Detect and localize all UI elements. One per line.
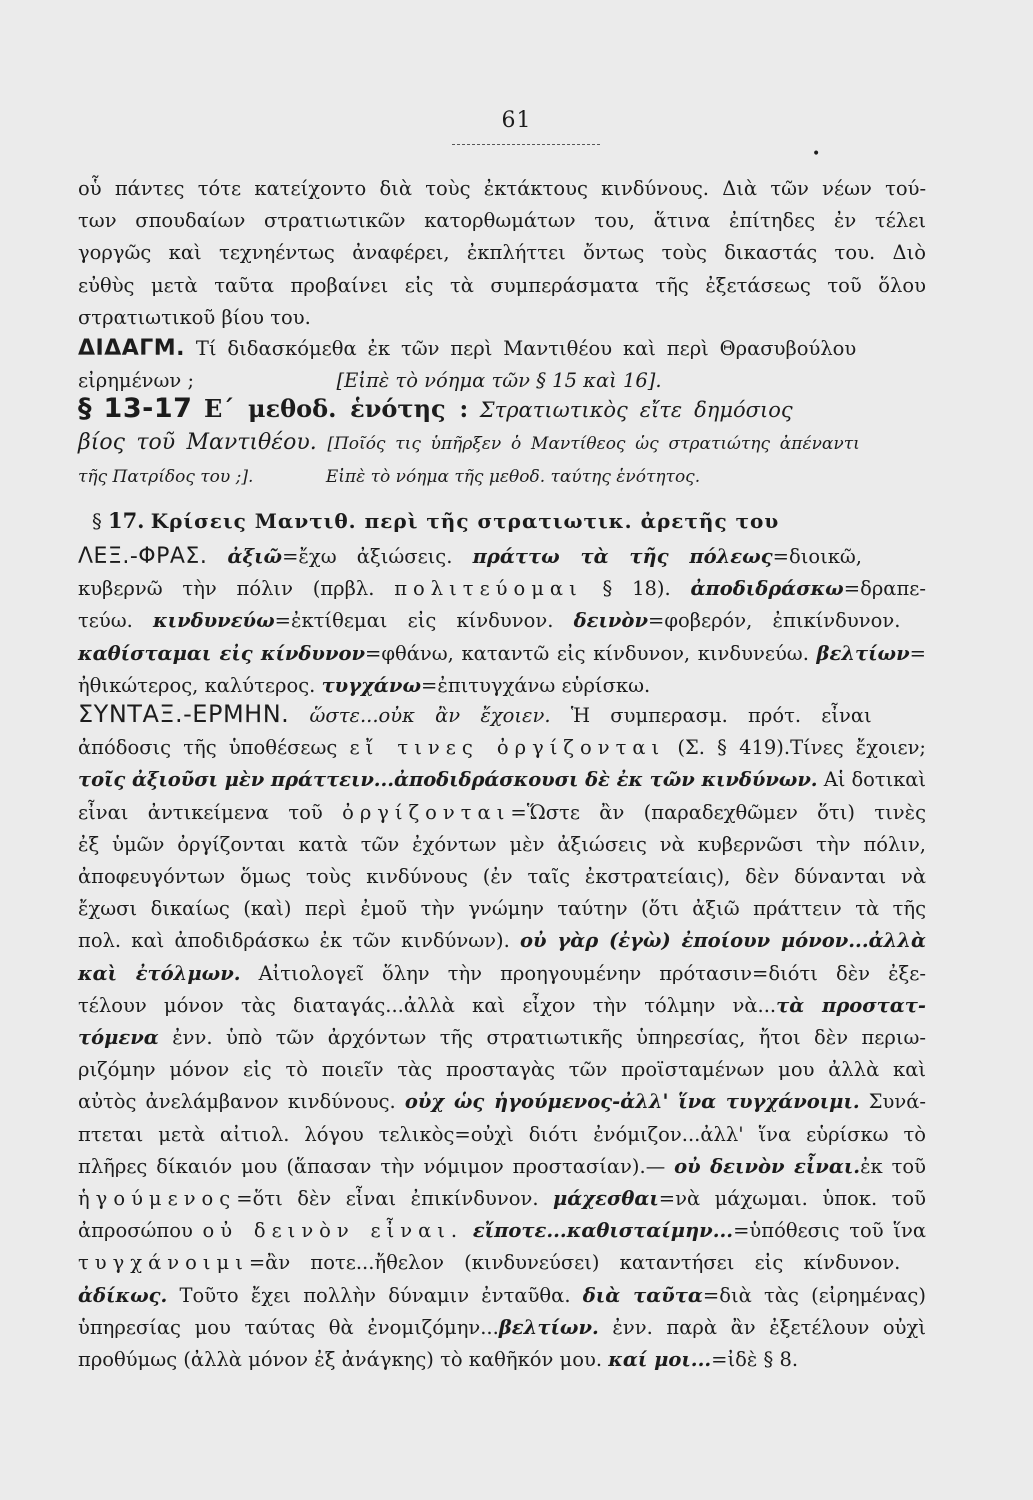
text-run: πολ. καὶ ἀποδιδράσκω ἐκ τῶν κινδύνων).	[78, 929, 521, 953]
text-run	[463, 1219, 473, 1242]
didagm-question: Τί διδασκόμεθα ἐκ τῶν περὶ Μαντιθέου καὶ περὶ Θρασυβούλου	[195, 337, 857, 360]
lex-line-4	[78, 638, 926, 670]
text-run: =ὅτι δὲν εἶναι ἐπικίνδυνον.	[236, 1187, 553, 1211]
text-run: ριζόμην μόνον εἰς τὸ ποιεῖν τὰς προσταγὰς τῶν προϊσταμένων μου ἀλλὰ καὶ	[78, 1058, 927, 1082]
synt-line-10	[78, 990, 926, 1022]
text-run: πολιτεύομαι	[394, 577, 583, 601]
text-run: ἀξιῶ	[227, 545, 283, 568]
text-run: ἐκ τοῦ	[860, 1154, 927, 1178]
synt-line-18	[78, 1247, 926, 1279]
text-run: οὐ δεινὸν εἶναι.	[674, 1154, 861, 1178]
text-run: ἀδίκως.	[78, 1283, 168, 1307]
text-line: οὗ πάντες τότε κατείχοντο διὰ τοὺς ἐκτάκτους κινδύνους. Διὰ τῶν νέων τού-	[78, 177, 927, 200]
header-rule	[452, 144, 600, 145]
didagm-question-end: εἰρημένων ;	[78, 369, 195, 393]
text-run: πλῆρες δίκαιόν μου (ἅπασαν τὴν νόμιμον προστασίαν).—	[78, 1154, 675, 1178]
synt-line-2	[78, 732, 926, 764]
synt-line-6	[78, 861, 926, 893]
text-run	[207, 545, 227, 568]
text-run: =ἰδὲ § 8.	[711, 1348, 799, 1372]
text-run: ἡγούμενος	[78, 1187, 237, 1211]
text-run: =διοικῶ,	[772, 545, 863, 568]
intro-paragraph	[78, 173, 926, 334]
lex-line-2	[78, 573, 926, 605]
synt-line-17	[78, 1215, 926, 1247]
text-run: οὐχ ὡς ἡγούμενος-ἀλλ' ἵνα τυγχάνοιμι.	[404, 1090, 860, 1114]
synt-label: ΣΥΝΤΑΞ.-ΕΡΜΗΝ.	[78, 700, 290, 728]
text-run: δεινὸν	[573, 609, 648, 633]
text-run: μάχεσθαι	[553, 1187, 659, 1211]
section-13-17	[78, 393, 926, 494]
text-run: ἀπροσώπου	[78, 1219, 203, 1243]
synt-line-1	[78, 698, 926, 732]
text-run: ἀπόδοσις τῆς ὑποθέσεως	[78, 736, 350, 760]
text-run: Τοῦτο ἔχει πολλὴν δύναμιν ἐνταῦθα.	[167, 1283, 583, 1307]
didagm-label: ΔΙΔΑΓΜ.	[78, 336, 186, 361]
text-line: στρατιωτικοῦ βίου του.	[78, 305, 311, 329]
text-run: βελτίων	[816, 641, 910, 665]
text-run: πτεται μετὰ αἰτιολ. λόγου τελικὸς=οὐχὶ διότι ἐνόμιζον...ἀλλ' ἵνα εὑρίσκω τὸ	[78, 1122, 927, 1146]
section-title-cont: βίος τοῦ Μαντιθέου.	[78, 430, 317, 456]
text-run: ὑπηρεσίας μου ταύτας θὰ ἐνομιζόμην...	[78, 1315, 499, 1339]
synt-line-21	[78, 1344, 926, 1376]
text-run: καὶ ἐτόλμων.	[78, 961, 241, 985]
text-run: Συνά-	[859, 1090, 927, 1114]
text-run: Αἱ δοτικαὶ	[817, 768, 927, 792]
section-instruction: Εἰπὲ τὸ νόημα τῆς μεθοδ. ταύτης ἑνότητος.	[325, 467, 701, 488]
text-run: ἐνν. παρὰ ἂν ἐξετέλουν οὐχὶ	[598, 1315, 926, 1339]
text-run: =νὰ μάχωμαι. ὑποκ. τοῦ	[658, 1187, 927, 1211]
text-run: τυγχάνω	[321, 673, 422, 697]
synt-line-11	[78, 1022, 926, 1054]
text-run: εἴ τινες ὀργίζονται	[349, 736, 666, 760]
text-run: τέλουν μόνον τὰς διαταγάς...ἀλλὰ καὶ εἶχον τὴν τόλμην νὰ...	[78, 993, 777, 1017]
text-run: =ἔχω ἀξιώσεις.	[282, 545, 473, 568]
text-run: =φοβερόν, ἐπικίνδυνον.	[647, 609, 901, 633]
synt-line-5	[78, 829, 926, 861]
text-run: προθύμως (ἀλλὰ μόνον ἐξ ἀνάγκης) τὸ καθῆκόν μου.	[78, 1348, 609, 1372]
section-question: [Ποῖός τις ὑπῆρξεν ὁ Μαντίθεος ὡς στρατιώτης ἀπέναντι	[327, 434, 860, 455]
text-run: τόμενα	[78, 1026, 159, 1050]
section-sign: §	[78, 393, 92, 424]
text-run: οὐ γὰρ (ἐγὼ) ἐποίουν μόνον...ἀλλὰ	[520, 929, 926, 953]
text-run: =ἐκτίθεμαι εἰς κίνδυνον.	[274, 609, 574, 633]
synt-line-8	[78, 925, 926, 957]
section-17-number: 17.	[107, 508, 145, 533]
text-run: ἠθικώτερος, καλύτερος.	[78, 673, 322, 697]
section-question-end: τῆς Πατρίδος του ;].	[78, 467, 254, 488]
text-run: αὐτὸς ἀνελάμβανον κινδύνους.	[78, 1090, 405, 1114]
lexicon-paragraph	[78, 541, 926, 702]
text-run: ἀποφευγόντων ὅμως τοὺς κινδύνους (ἐν ταῖς ἐκστρατείαις), δὲν δύνανται νὰ	[78, 865, 927, 889]
section-title: Στρατιωτικὸς εἴτε δημόσιος	[479, 398, 793, 422]
text-run: κυβερνῶ τὴν πόλιν (πρβλ.	[78, 577, 395, 601]
text-line: γοργῶς καὶ τεχνηέντως ἀναφέρει, ἐκπλήττει ὄντως τοὺς δικαστάς του. Διὸ	[78, 241, 926, 265]
text-run: τυγχάνοιμι	[78, 1251, 249, 1275]
synt-line-12	[78, 1054, 926, 1086]
text-line: εὐθὺς μετὰ ταῦτα προβαίνει εἰς τὰ συμπεράσματα τῆς ἐξετάσεως τοῦ ὅλου	[78, 273, 926, 297]
text-run: =φθάνω, καταντῶ εἰς κίνδυνον, κινδυνεύω.	[365, 641, 817, 665]
text-run: εἴποτε...καθισταίμην...	[472, 1219, 734, 1243]
lex-line-1	[78, 541, 926, 573]
text-line: των σπουδαίων στρατιωτικῶν κατορθωμάτων του, ἅτινα ἐπίτηδες ἐν τέλει	[78, 209, 926, 233]
text-run: διὰ ταῦτα	[582, 1283, 703, 1307]
synt-line-7	[78, 893, 926, 925]
lex-label: ΛΕΞ.-ΦΡΑΣ.	[78, 544, 208, 569]
text-run: καί μοι...	[608, 1348, 712, 1372]
text-run: =Ὥστε ἂν (παραδεχθῶμεν ὅτι) τινὲς	[510, 800, 926, 824]
text-run: ἐνν. ὑπὸ τῶν ἀρχόντων τῆς στρατιωτικῆς ὑπηρεσίας, ἤτοι δὲν περιω-	[158, 1026, 926, 1050]
section-17-sign: §	[92, 510, 102, 533]
text-run: =δραπε-	[843, 577, 926, 601]
text-run: Αἰτιολογεῖ ὅλην τὴν προηγουμένην πρότασιν=διότι δὲν ἐξε-	[240, 961, 926, 985]
lex-line-3	[78, 605, 926, 637]
text-run: ἀποδιδράσκω	[690, 577, 844, 601]
text-run: =ἂν ποτε...ἤθελον (κινδυνεύσει) καταντήσει εἰς κίνδυνον.	[248, 1251, 901, 1275]
synt-line-15	[78, 1151, 926, 1183]
text-run: τὰ προστατ-	[776, 993, 927, 1017]
didagm-paragraph	[78, 333, 926, 397]
section-range: 13-17	[103, 393, 193, 424]
synt-line-14	[78, 1119, 926, 1151]
text-run	[289, 704, 309, 727]
text-run: (Σ. § 419).Τίνες ἔχοιεν;	[665, 736, 926, 760]
text-run: κινδυνεύω	[153, 609, 275, 633]
synt-line-13	[78, 1086, 926, 1118]
text-run: Ἡ συμπερασμ. πρότ. εἶναι	[550, 704, 872, 727]
text-run: ὀργίζονται	[342, 800, 511, 824]
text-run: οὐ δεινὸν εἶναι.	[202, 1219, 464, 1243]
synt-line-19	[78, 1280, 926, 1312]
synt-line-20	[78, 1312, 926, 1344]
synt-line-16	[78, 1183, 926, 1215]
text-run: εἶναι ἀντικείμενα τοῦ	[78, 800, 343, 824]
text-run: =διὰ τὰς (εἰρημένας)	[702, 1283, 926, 1307]
didagm-bracket: [Εἰπὲ τὸ νόημα τῶν § 15 καὶ 16].	[336, 369, 662, 393]
text-run: ὥστε...οὐκ ἂν ἔχοιεν.	[309, 704, 551, 727]
page-number: 61	[501, 108, 532, 133]
synt-line-4	[78, 797, 926, 829]
text-run: =ὑπόθεσις τοῦ ἵνα	[733, 1219, 927, 1243]
text-run: βελτίων.	[498, 1315, 599, 1339]
text-run: § 18).	[582, 577, 691, 601]
text-run: =	[909, 641, 926, 665]
syntax-paragraph	[78, 698, 926, 1376]
synt-line-9	[78, 958, 926, 990]
section-17-title: Κρίσεις Μαντιθ. περὶ τῆς στρατιωτικ. ἀρετῆς του	[150, 509, 780, 533]
text-run: ἔχωσι δικαίως (καὶ) περὶ ἐμοῦ τὴν γνώμην ταύτην (ὅτι ἀξιῶ πράττειν τὰ τῆς	[78, 897, 926, 921]
text-run: καθίσταμαι εἰς κίνδυνον	[78, 641, 366, 665]
header-dot: •	[812, 146, 821, 162]
section-17	[78, 505, 926, 538]
text-run: τεύω.	[78, 609, 154, 633]
text-run: ἐξ ὑμῶν ὀργίζονται κατὰ τῶν ἐχόντων μὲν ἀξιώσεις νὰ κυβερνῶσι τὴν πόλιν,	[78, 832, 927, 856]
text-run: τοῖς ἀξιοῦσι μὲν πράττειν...ἀποδιδράσκουσι δὲ ἐκ τῶν κινδύνων.	[78, 768, 818, 792]
section-part: Ε΄ μεθοδ. ἑνότης :	[203, 394, 469, 423]
text-run: πράττω τὰ τῆς πόλεως	[472, 545, 773, 568]
synt-line-3	[78, 764, 926, 796]
text-run: =ἐπιτυγχάνω εὑρίσκω.	[421, 673, 651, 697]
